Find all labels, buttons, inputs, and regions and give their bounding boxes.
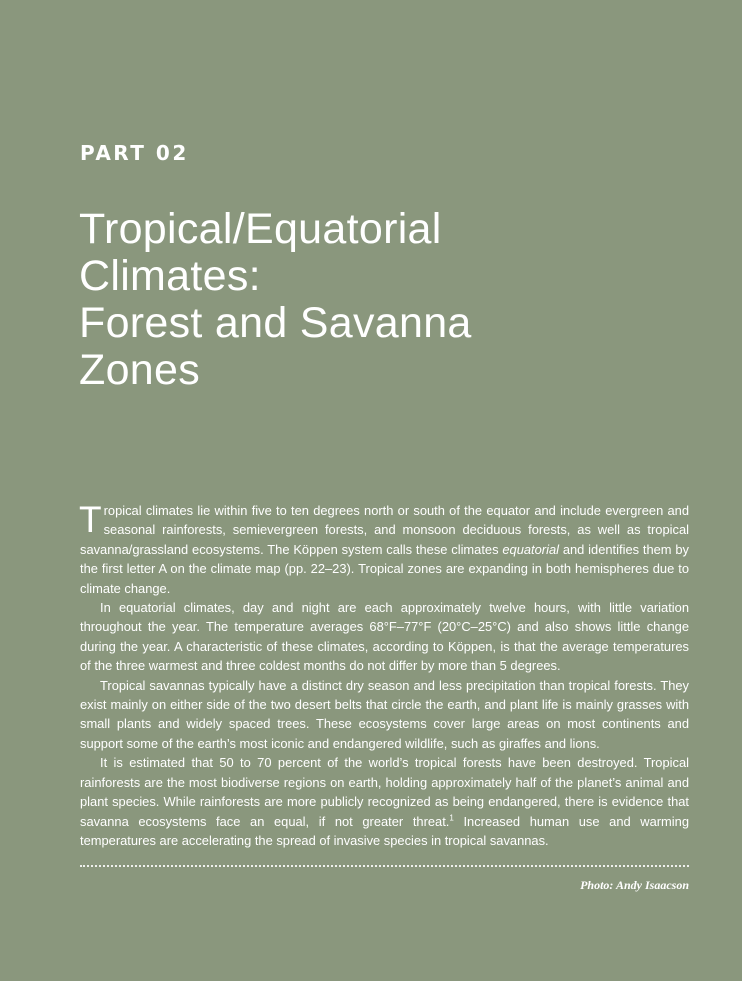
paragraph-4-text-a: It is estimated that 50 to 70 percent of the world’s tropical forests have been destroyed. Tropical rainforests are the most biodiverse regions on earth, holding approximately half of the planet’s animal and plant species. While rainforests are more publicly recognized as being endangered, there is evidence that savanna ecosystems face an equal, if not greater threat. (80, 755, 689, 829)
italic-term: equatorial (502, 541, 559, 557)
body-text (80, 501, 689, 850)
paragraph-2: In equatorial climates, day and night are each approximately twelve hours, with little variation throughout the year. The temperature averages 68°F–77°F (20°C–25°C) and also shows little change during the year. A characteristic of these climates, according to Köppen, is that the average temperatures of the three warmest and three coldest months do not differ by more than 5 degrees. (80, 600, 689, 674)
paragraph-3: Tropical savannas typically have a distinct dry season and less precipitation than tropical forests. They exist mainly on either side of the two desert belts that circle the earth, and plant life is mainly grasses with small plants and widely spaced trees. These ecosystems cover large areas on most continents and support some of the earth’s most iconic and endangered wildlife, such as giraffes and lions. (80, 677, 689, 751)
title-line: Tropical/Equatorial (79, 205, 442, 253)
dotted-divider (80, 865, 689, 867)
title-line: Climates: (79, 252, 261, 300)
paragraph-1 (80, 501, 689, 598)
paragraph-1-text-b: and identifies them by the first letter A on the climate map (pp. 22–23). Tropical zones are expanding in both hemispheres due to climate change. (80, 541, 689, 596)
title-line: Zones (79, 346, 201, 394)
photo-credit: Photo: Andy Isaacson (580, 878, 689, 892)
page-title (79, 206, 472, 394)
paragraph-1-text-a: ropical climates lie within five to ten degrees north or south of the equator and include evergreen and seasonal rainforests, semievergreen forests, and monsoon deciduous forests, as well as tropical savanna/grassland ecosystems. The Köppen system calls these climates (80, 503, 689, 557)
drop-cap: T (79, 499, 102, 540)
part-label: PART 02 (80, 141, 189, 165)
title-line: Forest and Savanna (79, 299, 472, 347)
paragraph-4 (80, 753, 689, 850)
footnote-marker: 1 (449, 813, 454, 823)
paragraph-4-text-b: Increased human use and warming temperatures are accelerating the spread of invasive species in tropical savannas. (80, 813, 690, 848)
